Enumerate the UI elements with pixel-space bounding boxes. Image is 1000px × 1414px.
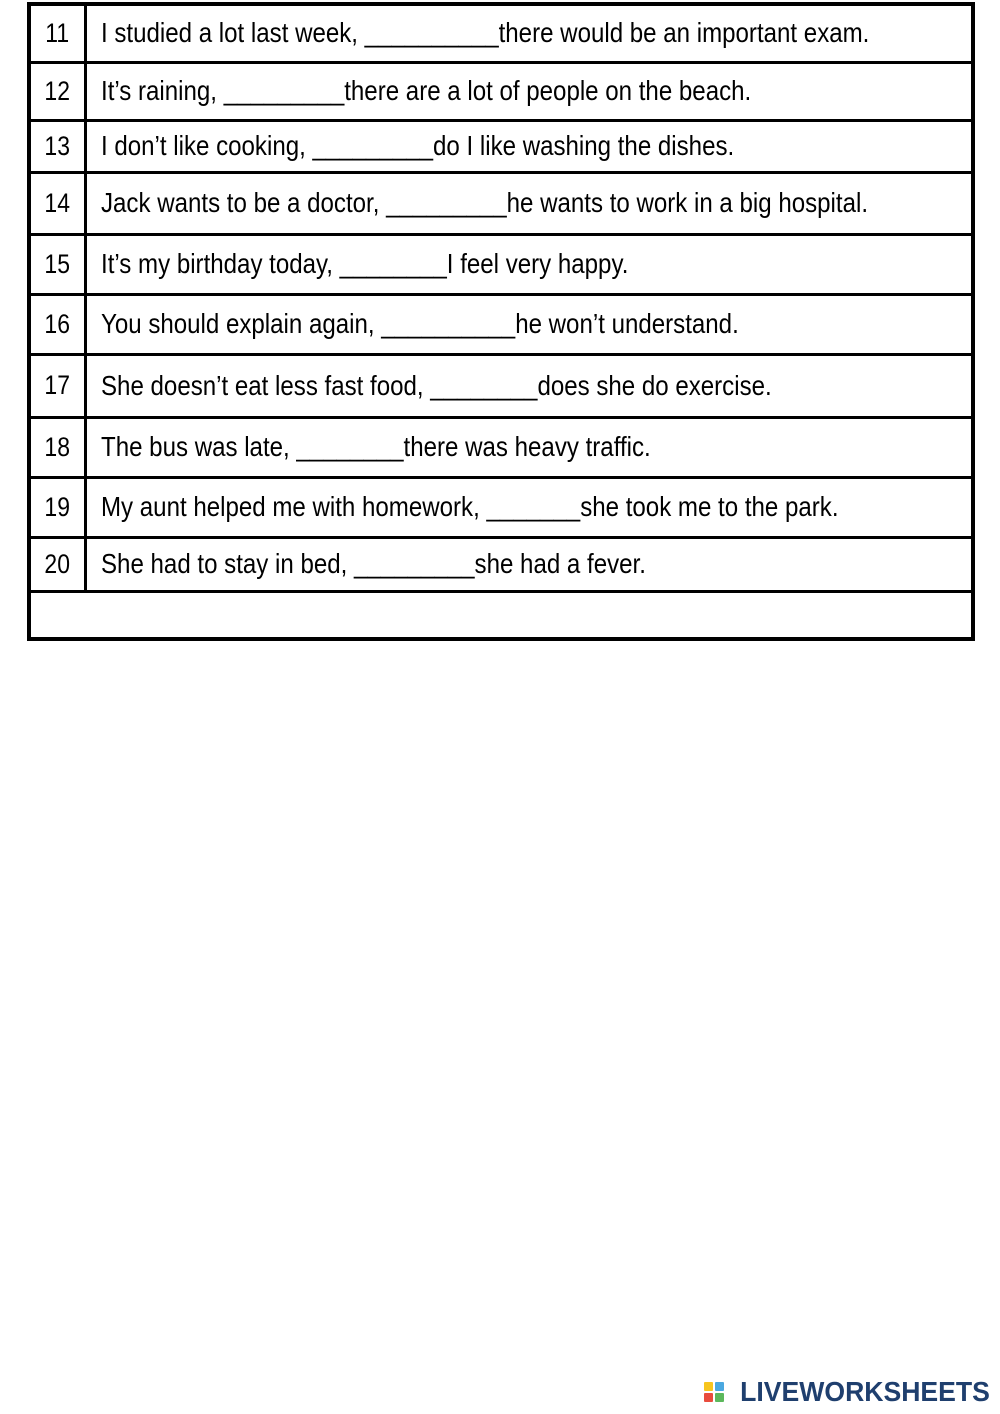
question-number: 18 <box>33 417 81 477</box>
table-row <box>29 477 973 537</box>
table-row <box>29 4 973 62</box>
question-number: 15 <box>33 234 81 294</box>
table-row <box>29 172 973 234</box>
question-sentence: She had to stay in bed, _________she had a fever. <box>85 537 973 591</box>
question-number: 16 <box>33 294 81 354</box>
question-number: 19 <box>33 477 81 537</box>
table-row <box>29 417 973 477</box>
logo-square <box>715 1393 724 1402</box>
question-number: 17 <box>33 354 81 417</box>
question-sentence: I don’t like cooking, _________do I like washing the dishes. <box>85 120 973 172</box>
question-sentence: It’s my birthday today, ________I feel very happy. <box>85 234 973 294</box>
question-sentence: The bus was late, ________there was heavy traffic. <box>85 417 973 477</box>
exercise-table <box>27 2 975 641</box>
question-sentence: I studied a lot last week, __________there would be an important exam. <box>85 4 973 62</box>
question-number: 14 <box>33 172 81 234</box>
question-number: 13 <box>33 120 81 172</box>
question-number: 12 <box>33 62 81 120</box>
question-sentence: Jack wants to be a doctor, _________he wants to work in a big hospital. <box>85 172 973 234</box>
table-row <box>29 537 973 591</box>
liveworksheets-logo-icon <box>704 1382 724 1402</box>
table-row <box>29 62 973 120</box>
question-sentence: It’s raining, _________there are a lot of people on the beach. <box>85 62 973 120</box>
table-row <box>29 294 973 354</box>
logo-square <box>704 1382 713 1391</box>
question-sentence: My aunt helped me with homework, _______she took me to the park. <box>85 477 973 537</box>
liveworksheets-logo <box>704 1376 990 1408</box>
table-row-empty <box>29 591 973 639</box>
logo-square <box>715 1382 724 1391</box>
table-row <box>29 120 973 172</box>
question-sentence: You should explain again, __________he won’t understand. <box>85 294 973 354</box>
table-row <box>29 234 973 294</box>
question-number: 20 <box>33 537 81 591</box>
empty-cell <box>29 591 973 639</box>
question-sentence: She doesn’t eat less fast food, ________does she do exercise. <box>85 354 973 417</box>
logo-text: LIVEWORKSHEETS <box>740 1376 990 1407</box>
question-number: 11 <box>33 4 81 62</box>
table-row <box>29 354 973 417</box>
logo-square <box>704 1393 713 1402</box>
